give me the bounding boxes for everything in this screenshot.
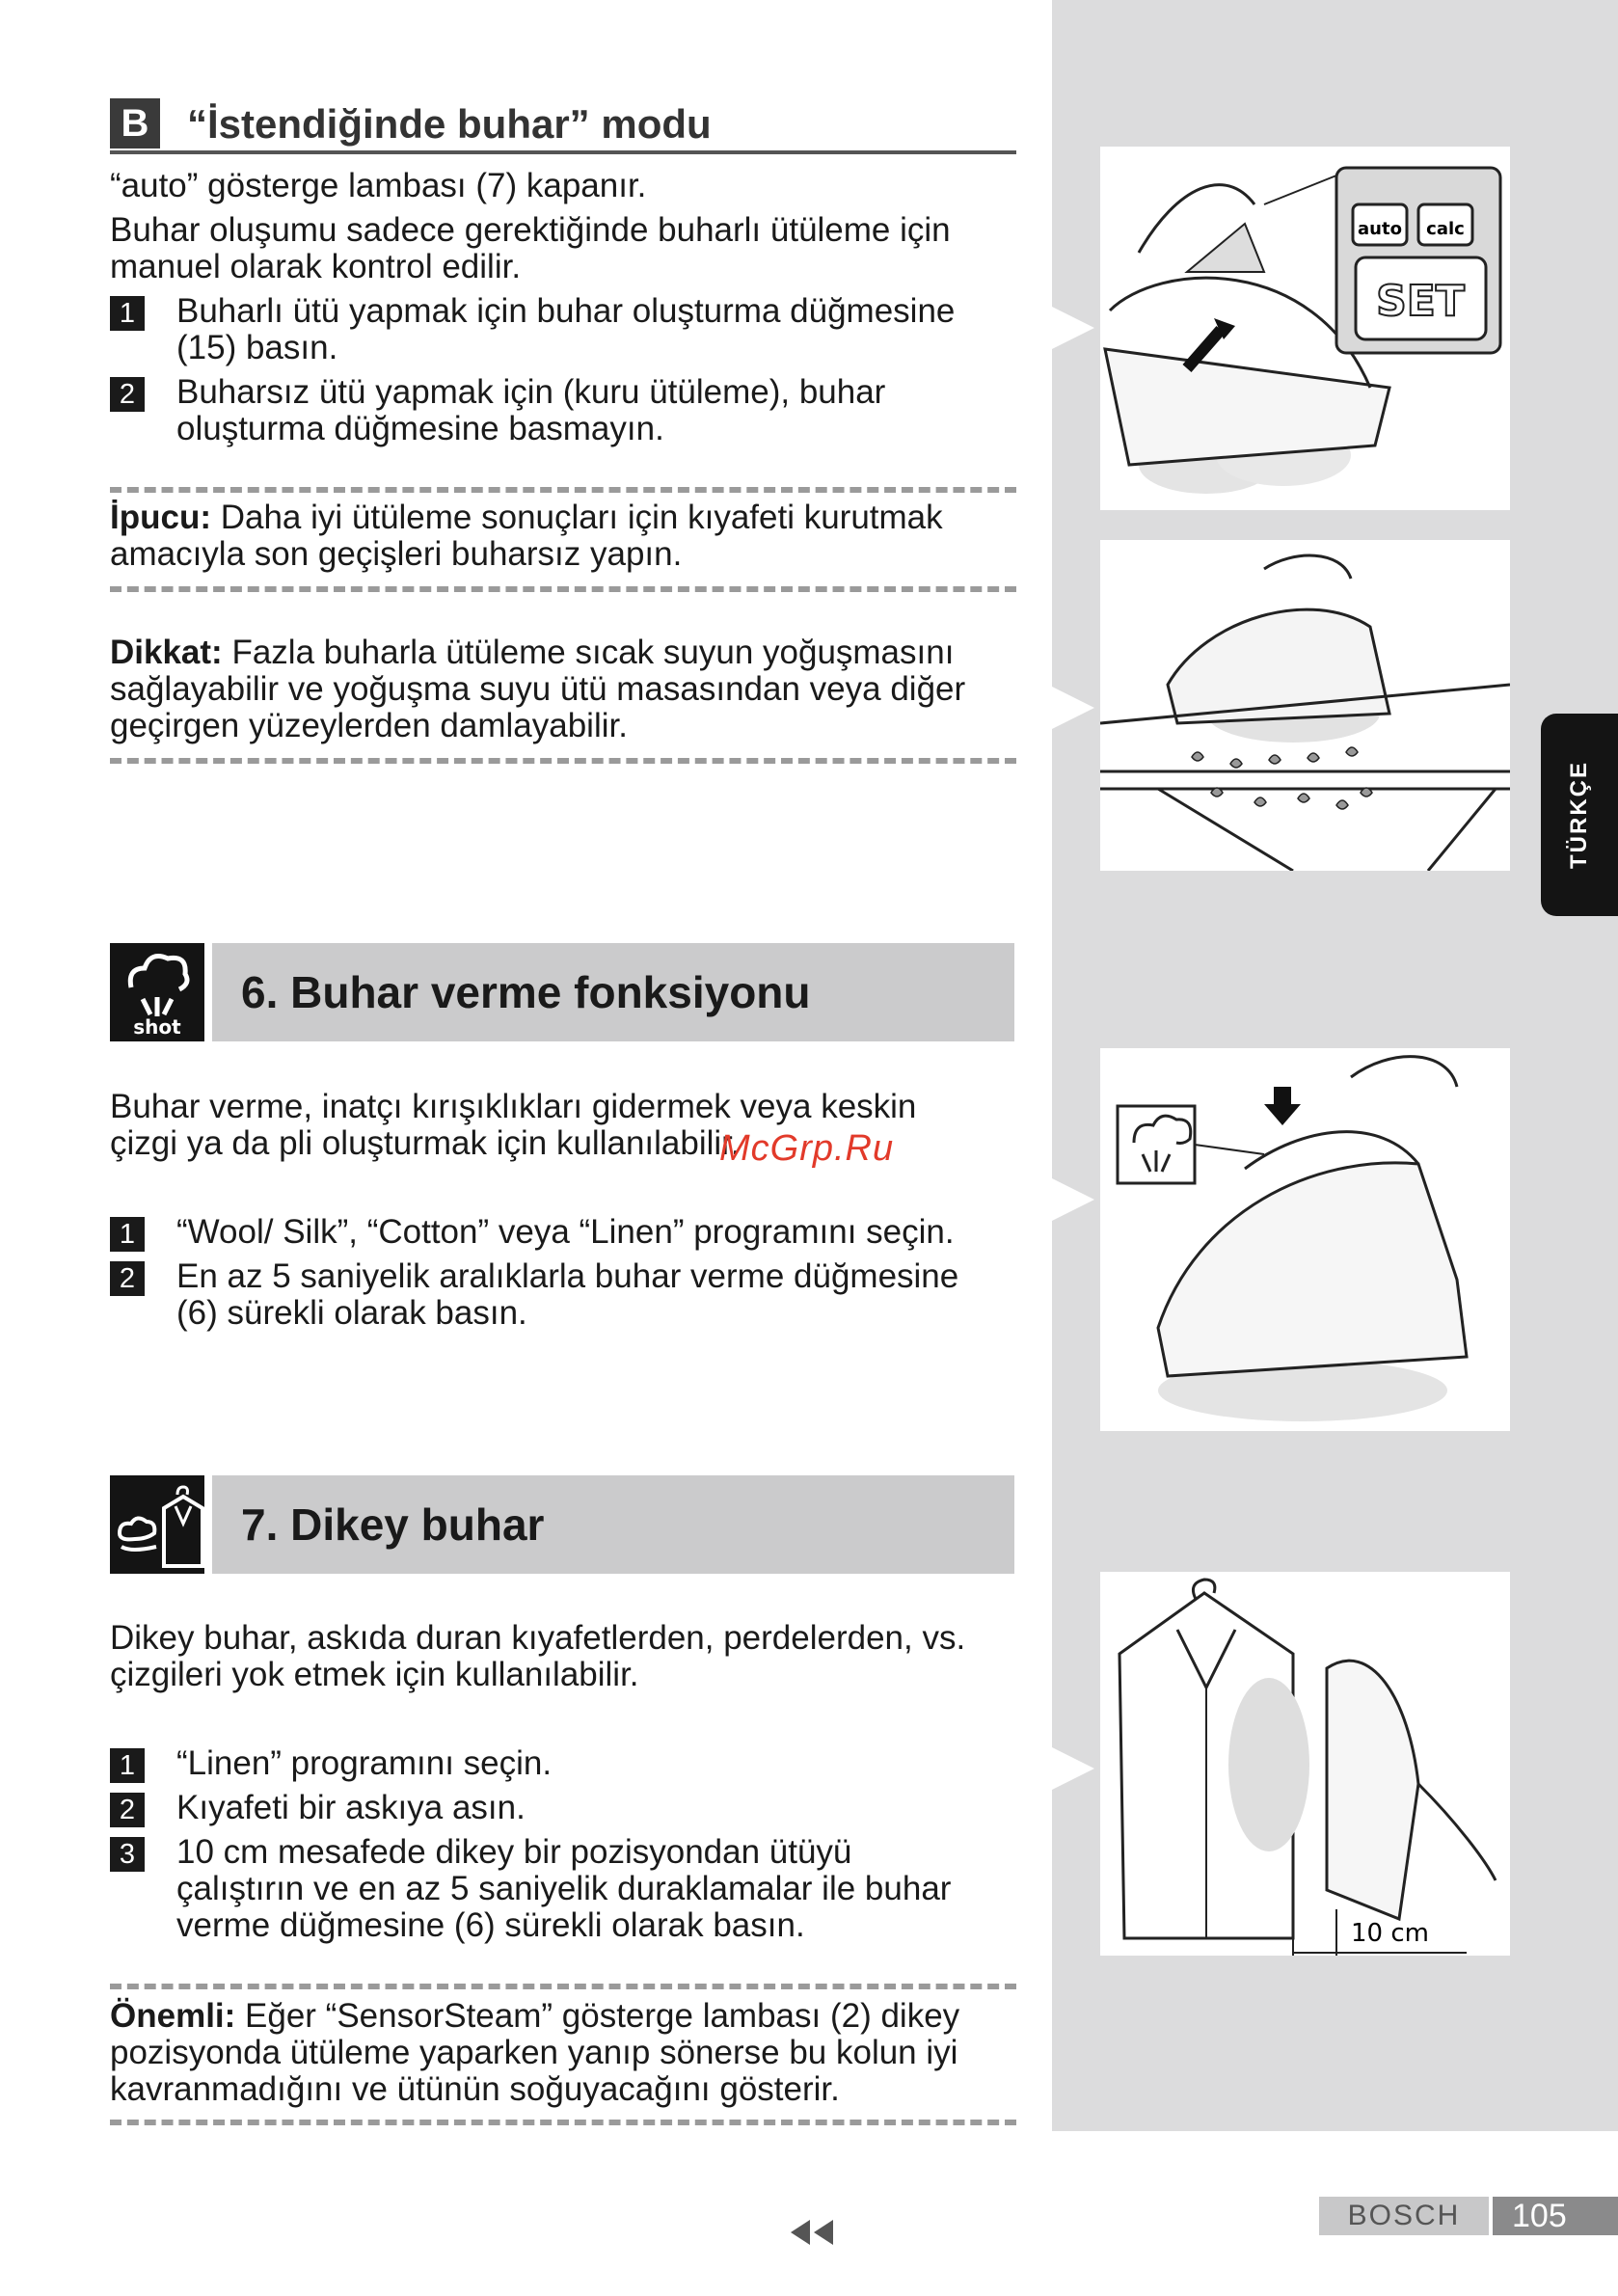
step-text: (6) sürekli olarak basın.	[176, 1294, 527, 1332]
figure-pointer	[1052, 1178, 1094, 1221]
iron-steam-illustration	[1100, 147, 1510, 510]
figure-pointer	[1052, 687, 1094, 729]
step-number: 1	[110, 1748, 145, 1783]
step-text: Buharsız ütü yapmak için (kuru ütüleme), buhar	[176, 373, 886, 411]
figure-pointer	[1052, 1747, 1094, 1790]
warning-text: Fazla buharla ütüleme sıcak suyun yoğuşmasını	[222, 634, 955, 671]
paragraph: Dikey buhar, askıda duran kıyafetlerden, perdelerden, vs.	[110, 1619, 966, 1657]
language-tab	[1541, 714, 1618, 916]
divider	[110, 2120, 1016, 2125]
step-item	[110, 1258, 1016, 1332]
section-7-body	[110, 1620, 1016, 1693]
step-item	[110, 293, 1016, 366]
figure-steam-shot	[1100, 1048, 1510, 1431]
step-text: “Wool/ Silk”, “Cotton” veya “Linen” programını seçin.	[176, 1213, 955, 1251]
step-number: 2	[110, 1261, 145, 1296]
step-text: En az 5 saniyelik aralıklarla buhar verme düğmesine	[176, 1257, 959, 1295]
section-title: “İstendiğinde buhar” modu	[187, 101, 712, 147]
watermark: McGrp.Ru	[719, 1128, 895, 1169]
warning-text: geçirgen yüzeylerden damlayabilir.	[110, 707, 628, 744]
step-text: verme düğmesine (6) sürekli olarak basın.	[176, 1906, 805, 1944]
step-number: 1	[110, 1217, 145, 1252]
steam-shot-icon	[110, 943, 204, 1041]
tip-note	[110, 500, 1016, 573]
warning-text: sağlayabilir ve yoğuşma suyu ütü masasından veya diğer	[110, 670, 966, 708]
important-text: Eğer “SensorSteam” gösterge lambası (2) dikey	[235, 1997, 960, 2035]
divider	[110, 586, 1016, 592]
step-text: Buharlı ütü yapmak için buhar oluşturma düğmesine	[176, 292, 956, 330]
tip-text: Daha iyi ütüleme sonuçları için kıyafeti kurutmak	[210, 499, 943, 536]
step-text: 10 cm mesafede dikey bir pozisyondan ütüyü	[176, 1833, 852, 1871]
jacket-iron-illustration	[1100, 1572, 1510, 1956]
important-note	[110, 1998, 1016, 2108]
iron-board-droplets-illustration	[1100, 540, 1510, 871]
page-number: 105	[1493, 2197, 1618, 2235]
calc-label: calc	[1426, 219, 1465, 239]
step-item	[110, 1834, 1016, 1944]
shot-label: shot	[133, 1015, 181, 1039]
divider	[110, 487, 1016, 493]
section-title: 6. Buhar verme fonksiyonu	[241, 967, 811, 1017]
step-number: 3	[110, 1837, 145, 1872]
divider	[110, 758, 1016, 764]
warning-note	[110, 635, 1016, 744]
vertical-steam-icon	[110, 1475, 204, 1574]
figure-pointer	[1052, 307, 1094, 349]
step-item	[110, 1214, 1016, 1251]
step-number: 2	[110, 1793, 145, 1827]
paragraph: çizgi ya da pli oluşturmak için kullanılabilir.	[110, 1124, 741, 1162]
section-b-heading	[110, 98, 1016, 154]
step-number: 2	[110, 377, 145, 412]
step-text: “Linen” programını seçin.	[176, 1744, 553, 1782]
set-label: SET	[1376, 277, 1465, 326]
tip-label: İpucu:	[110, 499, 211, 536]
iron-shot-illustration	[1100, 1048, 1510, 1431]
section-7-heading	[212, 1475, 1014, 1574]
section-title: 7. Dikey buhar	[241, 1499, 545, 1550]
brand-label: BOSCH	[1319, 2197, 1489, 2235]
paragraph: Buhar verme, inatçı kırışıklıkları gidermek veya keskin	[110, 1088, 917, 1125]
important-text: kavranmadığını ve ütünün soğuyacağını gösterir.	[110, 2070, 840, 2108]
step-item	[110, 374, 1016, 447]
warning-label: Dikkat:	[110, 634, 223, 671]
step-text: oluşturma düğmesine basmayın.	[176, 410, 664, 447]
divider	[110, 1984, 1016, 1989]
figure-condensation	[1100, 540, 1510, 871]
paragraph: “auto” gösterge lambası (7) kapanır.	[110, 167, 647, 204]
step-item	[110, 1745, 1016, 1782]
important-label: Önemli:	[110, 1997, 236, 2035]
step-text: (15) basın.	[176, 329, 338, 366]
section-6-heading	[212, 943, 1014, 1041]
language-label: TÜRKÇE	[1566, 761, 1592, 869]
paragraph: Buhar oluşumu sadece gerektiğinde buharlı ütüleme için	[110, 211, 951, 249]
step-text: Kıyafeti bir askıya asın.	[176, 1789, 526, 1826]
figure-vertical-steam	[1100, 1572, 1510, 1956]
tip-text: amacıyla son geçişleri buharsız yapın.	[110, 535, 683, 573]
step-item	[110, 1790, 1016, 1826]
auto-label: auto	[1358, 219, 1402, 239]
section-letter: B	[110, 98, 160, 149]
paragraph: manuel olarak kontrol edilir.	[110, 248, 522, 285]
paragraph: çizgileri yok etmek için kullanılabilir.	[110, 1656, 639, 1693]
step-text: çalıştırın ve en az 5 saniyelik duraklamalar ile buhar	[176, 1870, 952, 1907]
step-number: 1	[110, 296, 145, 331]
previous-page-icon[interactable]	[789, 2218, 837, 2247]
distance-label: 10 cm	[1351, 1919, 1429, 1948]
figure-steam-on-demand	[1100, 147, 1510, 510]
section-b-body	[110, 168, 1016, 285]
important-text: pozisyonda ütüleme yaparken yanıp sönerse bu kolun iyi	[110, 2034, 958, 2071]
